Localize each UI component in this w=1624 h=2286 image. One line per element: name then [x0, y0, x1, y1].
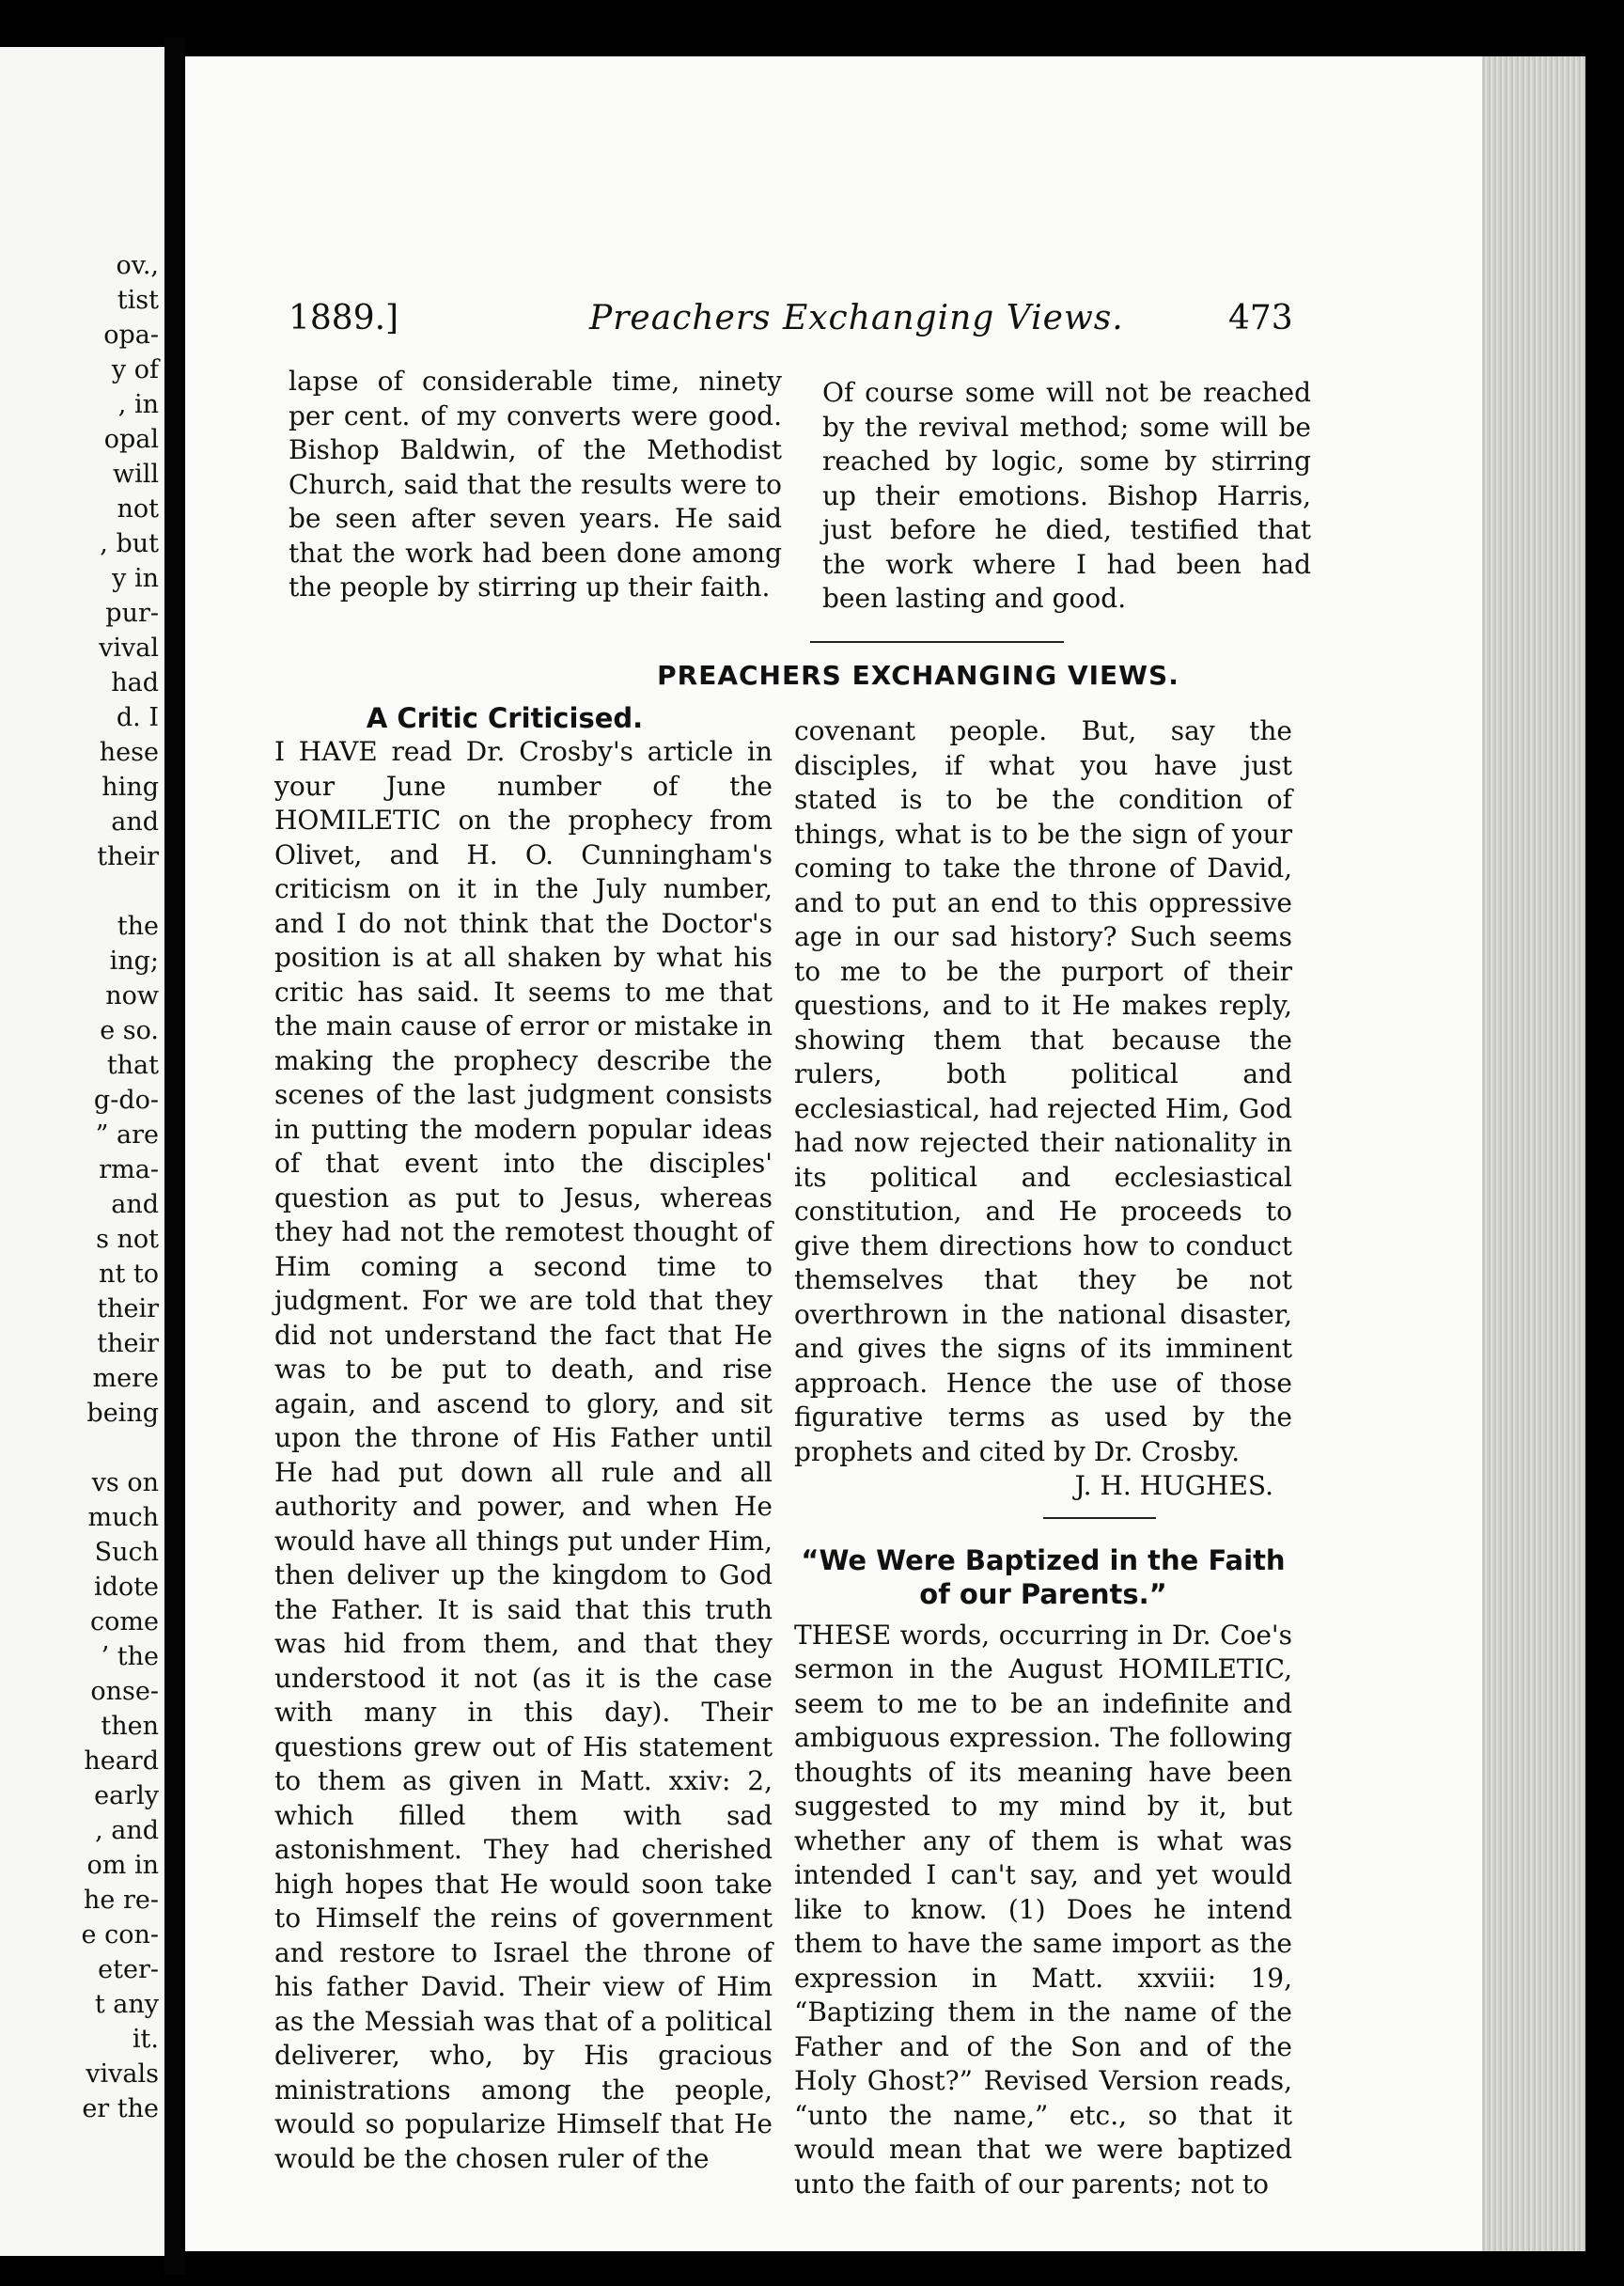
- facing-page-fragment: ’ the: [101, 1642, 159, 1671]
- facing-page-fragment: ing;: [109, 947, 159, 976]
- facing-page-fragment: pur-: [105, 599, 159, 628]
- facing-page-fragment: he re-: [84, 1886, 159, 1915]
- article-divider: [1043, 1517, 1156, 1519]
- facing-page-fragment: , but: [100, 529, 159, 558]
- facing-page-fragment: onse-: [90, 1677, 159, 1706]
- article-title: A Critic Criticised.: [366, 702, 644, 734]
- article2-lead: THESE: [794, 1619, 892, 1651]
- facing-page-fragment: the: [117, 912, 159, 941]
- facing-page-fragment: their: [97, 1294, 159, 1323]
- facing-page-fragment: mere: [92, 1364, 159, 1393]
- facing-page-fragment: early: [94, 1781, 159, 1810]
- facing-page-fragment: not: [117, 494, 159, 524]
- facing-page-fragment: then: [101, 1712, 159, 1741]
- facing-page-fragment: idote: [93, 1573, 159, 1602]
- facing-page-fragment: tist: [117, 286, 159, 315]
- header-year: 1889.]: [289, 299, 399, 337]
- article2-text: words, occurring in Dr. Coe's sermon in the August HOMILETIC, seem to me to be an indefinite and ambiguous expression. The following thoughts of its meaning have been suggested to my mind by it, but whether any of them is what was intended I can't say, and yet would like to know. (1) Does he intend them to have the same import as the expression in Matt. xxviii: 19, “Baptizing them in the name of the Father and of the Son and of the Holy Ghost?” Revised Version reads, “unto the name,” etc., so that it would mean that we were baptized unto the faith of our parents; not to: [794, 1619, 1292, 2200]
- top-right-column: [822, 376, 1311, 617]
- facing-page-fragment: heard: [84, 1746, 159, 1776]
- facing-page-fragment: nt to: [99, 1260, 159, 1289]
- running-header: [185, 299, 1482, 346]
- facing-page-fragment: Such: [94, 1538, 159, 1567]
- facing-page-fragment: it.: [132, 2025, 159, 2054]
- facing-page-fragment: vs on: [91, 1468, 159, 1497]
- facing-page-fragment: that: [106, 1051, 159, 1080]
- section-rule: [810, 641, 1064, 643]
- facing-page-fragment: eter-: [98, 1955, 159, 1984]
- section-title: PREACHERS EXCHANGING VIEWS.: [657, 660, 1179, 691]
- facing-page-fragment: vivals: [86, 2059, 159, 2089]
- facing-page-fragment: e so.: [100, 1016, 159, 1045]
- page: [185, 56, 1482, 2251]
- article-lead: I HAVE: [274, 736, 378, 767]
- facing-page-fragment: and: [111, 1190, 159, 1219]
- header-title: Preachers Exchanging Views.: [589, 299, 1124, 337]
- facing-page-fragment: hing: [102, 773, 159, 802]
- article-right-column: [794, 714, 1292, 2201]
- facing-page-fragment: , in: [117, 390, 159, 419]
- article-left-column: [274, 701, 773, 2176]
- facing-page-fragment: vival: [99, 634, 159, 663]
- facing-page-fragment: much: [87, 1503, 159, 1532]
- facing-page-fragment: will: [112, 460, 159, 489]
- article-text-right: covenant people. But, say the disciples, if what you have just stated is to be the condition of things, what is to be the sign of your coming to take the throne of David, and to put an end to this oppressive age in our sad history? Such seems to me to be the purport of their questions, and to it He makes reply, showing them that because the rulers, both political and ecclesiastical, had rejected Him, God had now rejected their nationality in its political and ecclesiastical constitution, and He proceeds to give them directions how to conduct themselves that they be not overthrown in the national disaster, and gives the signs of its imminent approach. Hence the use of those figurative terms as used by the prophets and cited by Dr. Crosby.: [794, 715, 1292, 1467]
- facing-page-fragment: now: [105, 981, 159, 1010]
- facing-page-fragment: and: [111, 807, 159, 837]
- facing-page-fragment: s not: [96, 1225, 159, 1254]
- article-author: J. H. HUGHES.: [1074, 1470, 1273, 1501]
- article-text-left: read Dr. Crosby's article in your June number of the HOMILETIC on the prophecy from Olivet, and H. O. Cunningham's criticism on it in the July number, and I do not think that the Doctor's position is at all shaken by what his critic has said. It seems to me that the main cause of error or mistake in making the prophecy describe the scenes of the last judgment consists in putting the modern popular ideas of that event into the disciples' question as put to Jesus, whereas they had not the remotest thought of Him coming a second time to judgment. For we are told that they did not understand the fact that He was to be put to death, and rise again, and ascend to glory, and sit upon the throne of His Father until He had put down all rule and all authority and power, and when He would have all things put under Him, then deliver up the kingdom to God the Father. It is said that this truth was hid from them, and that they understood it not (as it is the case with many in this day). Their questions grew out of His statement to them as given in Matt. xxiv: 2, which filled them with sad astonishment. They had cherished high hopes that He would soon take to Himself the reins of government and restore to Israel the throne of his father David. Their view of Him as the Messiah was that of a political deliverer, who, by His gracious ministrations among the people, would so popularize Himself that He would be the chosen ruler of the: [274, 736, 773, 2174]
- facing-page-fragment: their: [97, 1329, 159, 1358]
- facing-page-fragment: y in: [112, 564, 159, 593]
- facing-page-fragment: t any: [94, 1990, 159, 2019]
- facing-page-fragment: hese: [99, 738, 159, 767]
- facing-page-fragment: ” are: [95, 1120, 159, 1150]
- facing-page-fragment: g-do-: [93, 1086, 159, 1115]
- facing-page-fragment: their: [97, 842, 159, 871]
- facing-page-fragment: rma-: [99, 1155, 159, 1184]
- page-number: 473: [1228, 299, 1293, 337]
- page-edges: [1482, 56, 1585, 2251]
- facing-page-fragment: , and: [95, 1816, 159, 1845]
- facing-page-fragment: come: [90, 1607, 159, 1636]
- facing-page-fragment: opal: [103, 425, 159, 454]
- facing-page-fragment: er the: [82, 2094, 159, 2123]
- facing-page-fragment: being: [86, 1399, 159, 1428]
- article2-title: “We Were Baptized in the Faith of our Parents.”: [801, 1543, 1286, 1610]
- book-gutter: [164, 38, 185, 2275]
- top-left-column: [289, 365, 782, 605]
- facing-page-fragment: had: [111, 668, 159, 697]
- facing-page-fragment: om in: [86, 1851, 159, 1880]
- top-right-paragraph: Of course some will not be reached by the revival method; some will be reached by logic, some by stirring up their emotions. Bishop Harris, just before he died, testified that the work where I had been had been lasting and good.: [822, 377, 1311, 614]
- article2-body: [794, 1619, 1292, 2202]
- facing-page-fragment: y of: [111, 355, 159, 384]
- article-body-left: [274, 735, 773, 2176]
- facing-page-fragment: d. I: [116, 703, 159, 732]
- facing-page-fragment: ov.,: [116, 251, 159, 280]
- facing-page: [0, 47, 164, 2256]
- facing-page-fragment: opa-: [103, 321, 159, 350]
- facing-page-fragment: e con-: [81, 1920, 159, 1949]
- top-left-paragraph: lapse of considerable time, ninety per cent. of my converts were good. Bishop Baldwin, of the Methodist Church, said that the results were to be seen after seven years. He said that the work had been done among the people by stirring up their faith.: [289, 366, 782, 603]
